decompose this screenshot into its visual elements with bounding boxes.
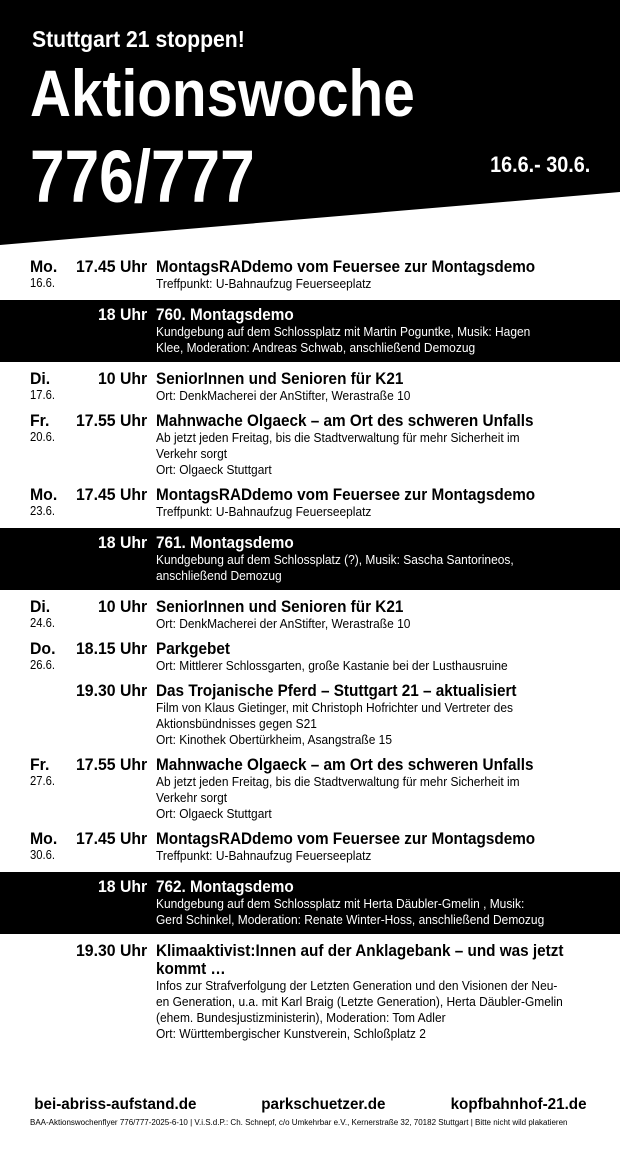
event-description-line: Verkehr sorgt (156, 790, 228, 805)
event-title: SeniorInnen und Senioren für K21 (156, 597, 404, 616)
event-item (0, 254, 620, 296)
event-item (0, 678, 620, 752)
event-description-line: Film von Klaus Gietinger, mit Christoph Hofrichter und Vertreter des (156, 700, 513, 715)
event-day: Di. (30, 369, 51, 388)
event-item (0, 408, 620, 482)
event-time: 10 Uhr (97, 369, 148, 388)
event-description (156, 700, 588, 748)
event-title: Das Trojanische Pferd – Stuttgart 21 – aktualisiert (156, 681, 517, 700)
event-date: 27.6. (30, 774, 56, 788)
event-description-line: Ort: DenkMacherei der AnStifter, Werastraße 10 (156, 616, 411, 631)
event-time: 18.15 Uhr (75, 639, 148, 658)
event-description-line: Kundgebung auf dem Schlossplatz (?), Musik: Sascha Santorineos, (156, 552, 514, 567)
event-description (156, 978, 588, 1042)
event-time: 19.30 Uhr (75, 681, 148, 700)
event-description-line: Verkehr sorgt (156, 446, 228, 461)
event-title: Parkgebet (156, 639, 230, 658)
link-bei-abriss-aufstand[interactable]: bei-abriss-aufstand.de (34, 1096, 197, 1113)
event-description (156, 552, 588, 584)
event-description-line: Ort: Kinothek Obertürkheim, Asangstraße 15 (156, 732, 392, 747)
event-title: Mahnwache Olgaeck – am Ort des schweren Unfalls (156, 411, 534, 430)
event-description-line: en Generation, u.a. mit Karl Braig (Letzte Generation), Herta Däubler-Gmelin (156, 994, 563, 1009)
event-description-line: Kundgebung auf dem Schlossplatz mit Martin Poguntke, Musik: Hagen (156, 324, 531, 339)
event-time: 17.45 Uhr (75, 829, 148, 848)
event-time: 17.45 Uhr (75, 257, 148, 276)
event-title: 760. Montagsdemo (156, 305, 294, 324)
event-date: 17.6. (30, 388, 56, 402)
event-description-line: Ort: Olgaeck Stuttgart (156, 806, 272, 821)
event-description-line: Gerd Schinkel, Moderation: Renate Winter-Hoss, anschließend Demozug (156, 912, 545, 927)
event-title: MontagsRADdemo vom Feuersee zur Montagsdemo (156, 485, 536, 504)
event-time: 18 Uhr (97, 305, 148, 324)
event-description (156, 658, 588, 674)
page-title-line2: 776/777 (30, 135, 255, 218)
event-description-line: Treffpunkt: U-Bahnaufzug Feuerseeplatz (156, 276, 372, 291)
event-time: 17.55 Uhr (75, 411, 148, 430)
event-description (156, 276, 588, 292)
event-title: 761. Montagsdemo (156, 533, 294, 552)
event-date: 16.6. (30, 276, 56, 290)
event-description-line: Treffpunkt: U-Bahnaufzug Feuerseeplatz (156, 504, 372, 519)
link-parkschuetzer[interactable]: parkschuetzer.de (261, 1096, 386, 1113)
event-highlight (0, 300, 620, 362)
event-date: 26.6. (30, 658, 56, 672)
event-date: 20.6. (30, 430, 56, 444)
event-title: SeniorInnen und Senioren für K21 (156, 369, 404, 388)
event-highlight (0, 872, 620, 934)
event-date: 24.6. (30, 616, 56, 630)
event-description (156, 616, 588, 632)
event-time: 17.55 Uhr (75, 755, 148, 774)
event-time: 18 Uhr (97, 877, 148, 896)
event-description (156, 774, 588, 822)
event-description (156, 388, 588, 404)
event-title: MontagsRADdemo vom Feuersee zur Montagsdemo (156, 829, 536, 848)
event-day: Mo. (30, 257, 58, 276)
event-description-line: Ort: DenkMacherei der AnStifter, Werastraße 10 (156, 388, 411, 403)
event-time: 18 Uhr (97, 533, 148, 552)
event-item (0, 594, 620, 636)
event-title: Klimaaktivist:Innen auf der Anklagebank – und was jetzt kommt … (156, 941, 564, 978)
event-item (0, 366, 620, 408)
event-item (0, 938, 620, 1046)
event-description (156, 324, 588, 356)
event-title: MontagsRADdemo vom Feuersee zur Montagsdemo (156, 257, 536, 276)
event-highlight (0, 528, 620, 590)
event-time: 10 Uhr (97, 597, 148, 616)
event-description (156, 896, 588, 928)
event-title: Mahnwache Olgaeck – am Ort des schweren Unfalls (156, 755, 534, 774)
event-date: 23.6. (30, 504, 56, 518)
event-time: 19.30 Uhr (75, 941, 148, 960)
event-time: 17.45 Uhr (75, 485, 148, 504)
date-range: 16.6.- 30.6. (489, 152, 590, 177)
event-description-line: (ehem. Bundesjustizministerin), Moderation: Tom Adler (156, 1010, 446, 1025)
event-description-line: Ab jetzt jeden Freitag, bis die Stadtverwaltung für mehr Sicherheit im (156, 430, 520, 445)
event-description-line: Ort: Württembergischer Kunstverein, Schloßplatz 2 (156, 1026, 426, 1041)
event-item (0, 636, 620, 678)
event-list (0, 254, 620, 1046)
link-kopfbahnhof-21[interactable]: kopfbahnhof-21.de (450, 1096, 587, 1113)
event-description (156, 504, 588, 520)
imprint: BAA-Aktionswochenflyer 776/777-2025-6-10 | V.i.S.d.P.: Ch. Schnepf, c/o Umkehrbar e.V., Kernerstraße 32, 70182 Stuttgart | Bitte nicht wild plakatieren (30, 1118, 568, 1127)
event-date: 30.6. (30, 848, 56, 862)
event-description-line: Ort: Mittlerer Schlossgarten, große Kastanie bei der Lusthausruine (156, 658, 508, 673)
event-day: Di. (30, 597, 51, 616)
event-description-line: Aktionsbündnisses gegen S21 (156, 716, 317, 731)
pre-title: Stuttgart 21 stoppen! (32, 26, 245, 52)
event-day: Fr. (30, 411, 50, 430)
event-day: Mo. (30, 485, 58, 504)
page-title-line1: Aktionswoche (30, 56, 415, 130)
event-description (156, 430, 588, 478)
event-description-line: Klee, Moderation: Andreas Schwab, anschließend Demozug (156, 340, 476, 355)
event-description-line: Ab jetzt jeden Freitag, bis die Stadtverwaltung für mehr Sicherheit im (156, 774, 520, 789)
event-description (156, 848, 588, 864)
footer-links (30, 1096, 590, 1114)
event-description-line: Ort: Olgaeck Stuttgart (156, 462, 272, 477)
event-description-line: Kundgebung auf dem Schlossplatz mit Herta Däubler-Gmelin , Musik: (156, 896, 525, 911)
event-day: Mo. (30, 829, 58, 848)
event-day: Fr. (30, 755, 50, 774)
event-item (0, 826, 620, 868)
event-description-line: Infos zur Strafverfolgung der Letzten Generation und den Visionen der Neu- (156, 978, 558, 993)
event-item (0, 482, 620, 524)
event-item (0, 752, 620, 826)
event-description-line: anschließend Demozug (156, 568, 282, 583)
event-day: Do. (30, 639, 56, 658)
event-description-line: Treffpunkt: U-Bahnaufzug Feuerseeplatz (156, 848, 372, 863)
event-title: 762. Montagsdemo (156, 877, 294, 896)
